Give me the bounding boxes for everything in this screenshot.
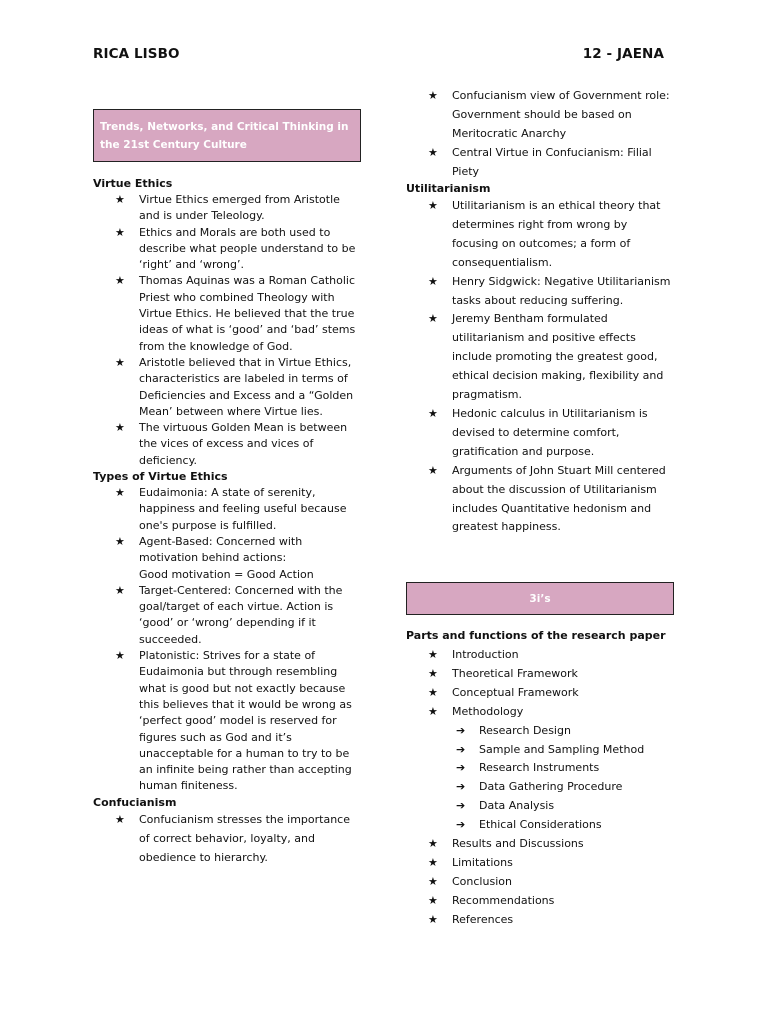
list-item: ★ Thomas Aquinas was a Roman Catholic Priest who combined Theology with Virtue Ethics. He believed that the true ideas of what is ‘good’ and ‘bad’ stems from the knowledge of God. <box>115 274 356 353</box>
star-icon: ★ <box>428 666 438 680</box>
confucianism-title: Confucianism <box>93 795 177 809</box>
confucianism-list-right <box>406 87 674 182</box>
types-list <box>93 485 361 795</box>
arrow-right-icon: ➔ <box>456 818 466 832</box>
list-item: ★ Hedonic calculus in Utilitarianism is devised to determine comfort, gratification and purpose. <box>428 406 648 458</box>
arrow-right-icon: ➔ <box>456 799 466 813</box>
types-title: Types of Virtue Ethics <box>93 470 228 484</box>
star-icon: ★ <box>428 648 438 661</box>
star-icon: ★ <box>115 421 125 435</box>
list-item: ★ Aristotle believed that in Virtue Ethics, characteristics are labeled in terms of Deficiencies and Excess and a “Golden Mean’ between where Virtue lies. <box>115 355 354 418</box>
list-item: ➔ Ethical Considerations <box>406 816 674 835</box>
list-item: ★ Conceptual Framework <box>406 684 674 703</box>
star-icon: ★ <box>428 406 438 420</box>
arrow-right-icon: ➔ <box>456 742 466 756</box>
arrow-right-icon: ➔ <box>456 780 466 794</box>
list-item: ★ The virtuous Golden Mean is between the vices of excess and vices of deficiency. <box>115 421 348 467</box>
star-icon: ★ <box>428 274 438 288</box>
subject-banner: Trends, Networks, and Critical Thinking in the 21st Century Culture <box>93 109 361 162</box>
list-item: ★ Central Virtue in Confucianism: Filial Piety <box>428 145 652 178</box>
virtue-ethics-list <box>93 192 361 469</box>
star-icon: ★ <box>115 534 125 548</box>
list-item: ★ Limitations <box>406 854 674 873</box>
list-item: ★ Eudaimonia: A state of serenity, happiness and feeling useful because one's purpose is fulfilled. <box>115 486 347 532</box>
research-list <box>406 646 674 722</box>
confucianism-list-left <box>93 811 361 868</box>
list-item: ★ Confucianism view of Government role: Government should be based on Meritocratic Anarchy <box>428 89 670 140</box>
student-name: RICA LISBO <box>93 46 180 62</box>
list-item: ➔ Research Instruments <box>406 759 674 778</box>
list-item: ★ Recommendations <box>406 892 674 911</box>
star-icon: ★ <box>428 855 438 869</box>
list-item: ★ Henry Sidgwick: Negative Utilitarianism tasks about reducing suffering. <box>428 274 671 307</box>
star-icon: ★ <box>115 486 125 500</box>
star-icon: ★ <box>428 145 438 159</box>
star-icon: ★ <box>428 837 438 851</box>
methodology-sublist <box>406 722 674 835</box>
list-item: ★ Jeremy Bentham formulated utilitarianism and positive effects include promoting the greatest good, ethical decision making, flexibility and pragmatism. <box>428 312 664 402</box>
list-item: ★ Ethics and Morals are both used to describe what people understand to be ‘right’ and ‘wrong’. <box>115 225 356 272</box>
star-icon: ★ <box>115 193 125 206</box>
star-icon: ★ <box>115 649 125 663</box>
list-item: ★ Introduction <box>406 646 674 665</box>
list-item: ★ Theoretical Framework <box>406 665 674 684</box>
confucianism-continued <box>406 87 674 182</box>
star-icon: ★ <box>115 812 125 826</box>
list-item: ➔ Research Design <box>406 722 674 741</box>
arrow-right-icon: ➔ <box>456 761 466 775</box>
utilitarianism-list <box>406 197 674 537</box>
utilitarianism-title: Utilitarianism <box>406 182 491 195</box>
section-label: 12 - JAENA <box>582 46 664 62</box>
star-icon: ★ <box>428 89 438 102</box>
virtue-ethics-title: Virtue Ethics <box>93 177 173 190</box>
list-item: ★ Arguments of John Stuart Mill centered about the discussion of Utilitarianism includes Quantitative hedonism and greatest happiness. <box>428 463 666 534</box>
star-icon: ★ <box>428 704 438 718</box>
list-item: ★ References <box>406 911 674 930</box>
star-icon: ★ <box>115 274 125 288</box>
list-item: ★ Conclusion <box>406 873 674 892</box>
star-icon: ★ <box>428 874 438 888</box>
list-item: ★ Target-Centered: Concerned with the goal/target of each virtue. Action is ‘good’ or ‘wrong’ depending if it succeeded. <box>115 583 343 646</box>
star-icon: ★ <box>428 912 438 926</box>
star-icon: ★ <box>115 355 125 369</box>
star-icon: ★ <box>428 312 438 326</box>
star-icon: ★ <box>428 199 438 212</box>
list-item: ★ Virtue Ethics emerged from Aristotle and is under Teleology. <box>115 193 340 223</box>
star-icon: ★ <box>428 893 438 907</box>
left-notes <box>93 176 361 867</box>
list-item: ★ Methodology <box>406 703 674 722</box>
list-item: ➔ Sample and Sampling Method <box>406 741 674 760</box>
research-list-continued <box>406 835 674 930</box>
list-item: ★ Utilitarianism is an ethical theory that determines right from wrong by focusing on outcomes; a form of consequentialism. <box>428 199 661 269</box>
list-item: ★ Agent-Based: Concerned with motivation behind actions: Good motivation = Good Action <box>115 534 314 581</box>
list-item: ★ Results and Discussions <box>406 835 674 854</box>
list-item: ★ Platonistic: Strives for a state of Eudaimonia but through resembling what is good but not exactly because this believes that it would be wrong as ‘perfect good’ model is reserved for figures such as God and it’s unacceptable for a human to try to be an infinite being rather than accepting human finiteness. <box>115 649 352 793</box>
research-section <box>406 628 674 930</box>
star-icon: ★ <box>115 225 125 239</box>
star-icon: ★ <box>428 685 438 699</box>
star-icon: ★ <box>428 463 438 477</box>
arrow-right-icon: ➔ <box>456 723 466 737</box>
list-item: ★ Confucianism stresses the importance of correct behavior, loyalty, and obedience to hierarchy. <box>115 812 350 864</box>
research-title: Parts and functions of the research paper <box>406 629 666 642</box>
list-item: ➔ Data Gathering Procedure <box>406 778 674 797</box>
three-is-banner: 3i’s <box>406 582 674 615</box>
list-item: ➔ Data Analysis <box>406 797 674 816</box>
star-icon: ★ <box>115 583 125 597</box>
utilitarianism-section <box>406 181 674 537</box>
